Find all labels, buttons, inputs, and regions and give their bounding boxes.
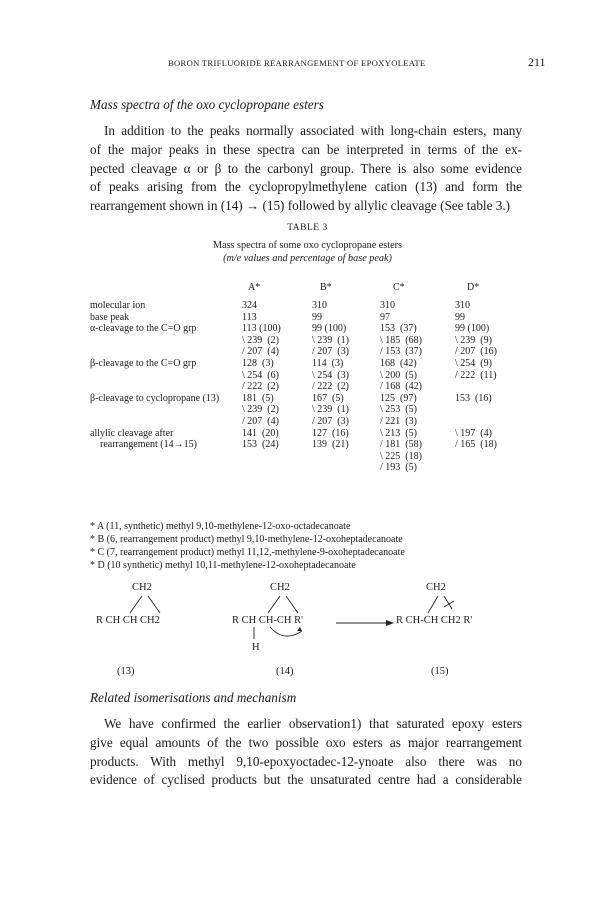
table-cell: 99 (100) bbox=[455, 323, 490, 335]
row-label: α-cleavage to the C=O grp bbox=[90, 323, 197, 335]
table-cell: \ 225 (18) bbox=[380, 450, 422, 462]
table-cell: 168 (42) bbox=[380, 358, 417, 369]
section-heading-isomerisations: Related isomerisations and mechanism bbox=[90, 690, 297, 705]
structure-13-ring-bonds bbox=[118, 595, 178, 617]
section-heading-mass-spectra: Mass spectra of the oxo cyclopropane esters bbox=[90, 97, 324, 112]
row-label: molecular ion bbox=[90, 300, 146, 311]
structure-13-chain: R CH CH CH2 bbox=[96, 615, 160, 626]
table-cell: 99 bbox=[312, 311, 322, 323]
table-label: TABLE 3 bbox=[287, 223, 328, 233]
table-cell: \ 200 (5) bbox=[380, 369, 417, 381]
row-label: rearrangement (14→15) bbox=[100, 439, 197, 451]
table-caption-line-1: Mass spectra of some oxo cyclopropane esters bbox=[213, 240, 402, 251]
table-cell: / 153 (37) bbox=[380, 346, 422, 358]
table-cell: / 207 (3) bbox=[312, 416, 349, 427]
paragraph-line: We have confirmed the earlier observation1) that saturated epoxy esters bbox=[104, 716, 522, 731]
paragraph-line: products. With methyl 9,10-epoxyoctadec-12-ynoate also there was no bbox=[90, 753, 522, 769]
page-number: 211 bbox=[528, 55, 546, 69]
table-cell: 310 bbox=[380, 300, 395, 311]
footnote-a: * A (11, synthetic) methyl 9,10-methylene-12-oxo-octadecanoate bbox=[90, 521, 351, 532]
structure-15-bonds bbox=[412, 595, 472, 617]
table-cell: 139 (21) bbox=[312, 439, 349, 451]
table-cell: 324 bbox=[242, 300, 257, 311]
table-cell: 181 (5) bbox=[242, 392, 274, 404]
table-cell: / 222 (2) bbox=[312, 381, 349, 393]
table-cell: \ 213 (5) bbox=[380, 427, 417, 439]
footnote-b: * B (6, rearrangement product) methyl 9,10-methylene-12-oxoheptadecanoate bbox=[90, 534, 403, 545]
table-cell: 125 (97) bbox=[380, 392, 417, 404]
structure-14-ch2: CH2 bbox=[270, 582, 290, 593]
column-header: A* bbox=[248, 282, 261, 293]
table-cell: / 193 (5) bbox=[380, 462, 417, 474]
table-cell: \ 239 (9) bbox=[455, 334, 492, 346]
table-cell: 153 (24) bbox=[242, 439, 279, 451]
table-caption-line-2: (m/e values and percentage of base peak) bbox=[223, 253, 392, 264]
column-header: D* bbox=[467, 282, 480, 293]
structure-15-label: (15) bbox=[431, 666, 449, 677]
table-cell: / 207 (4) bbox=[242, 416, 279, 427]
paragraph-line: In addition to the peaks normally associated with long-chain esters, many bbox=[104, 123, 522, 138]
table-cell: / 168 (42) bbox=[380, 381, 422, 393]
table-cell: \ 253 (5) bbox=[380, 404, 417, 416]
table-cell: 99 (100) bbox=[312, 323, 347, 335]
paragraph-mass-spectra bbox=[90, 122, 522, 216]
row-label: β-cleavage to cyclopropane (13) bbox=[90, 392, 220, 404]
paragraph-line: give equal amounts of the two possible oxo esters as major rearrangement bbox=[90, 734, 522, 750]
paragraph-line: evidence of cyclised products but the unsaturated centre had a considerable bbox=[90, 772, 522, 788]
table-cell: 113 bbox=[242, 311, 257, 323]
table-cell: 167 (5) bbox=[312, 392, 344, 404]
table-cell: 153 (37) bbox=[380, 323, 417, 335]
table-cell: \ 239 (1) bbox=[312, 404, 349, 416]
table-cell: \ 239 (2) bbox=[242, 334, 279, 346]
structure-14-hydrogen: H bbox=[252, 642, 260, 653]
footnote-c: * C (7, rearrangement product) methyl 11,12,-methylene-9-oxoheptadecanoate bbox=[90, 547, 405, 558]
table-cell: / 207 (4) bbox=[242, 346, 279, 358]
table-cell: 310 bbox=[312, 300, 327, 311]
table-cell: \ 185 (68) bbox=[380, 334, 422, 346]
paragraph-line: pected cleavage α or β to the carbonyl group. There is also some evidence bbox=[90, 160, 522, 176]
row-label: allylic cleavage after bbox=[90, 427, 174, 439]
paragraph-line: rearrangement shown in (14) → (15) followed by allylic cleavage (See table 3.) bbox=[90, 198, 511, 214]
structure-14-chain: R CH CH-CH R' bbox=[232, 615, 304, 626]
structure-13-ch2: CH2 bbox=[132, 582, 152, 593]
structure-13-label: (13) bbox=[117, 666, 135, 677]
paragraph-line: of peaks arising from the cyclopropylmethylene cation (13) and form the bbox=[90, 179, 522, 195]
table-cell: 153 (16) bbox=[455, 392, 492, 404]
column-header: C* bbox=[393, 282, 405, 293]
row-label: β-cleavage to the C=O grp bbox=[90, 358, 197, 369]
table-cell: 128 (3) bbox=[242, 358, 274, 369]
table-cell: / 207 (3) bbox=[312, 346, 349, 358]
table-cell: 113 (100) bbox=[242, 323, 281, 335]
table-cell: / 222 (2) bbox=[242, 381, 279, 393]
table-cell: \ 197 (4) bbox=[455, 427, 492, 439]
table-cell: \ 254 (9) bbox=[455, 358, 492, 369]
table-cell: \ 239 (1) bbox=[312, 334, 349, 346]
table-cell: \ 239 (2) bbox=[242, 404, 279, 416]
table-cell: 127 (16) bbox=[312, 427, 349, 439]
table-cell: 310 bbox=[455, 300, 470, 311]
table-cell: / 181 (58) bbox=[380, 439, 422, 451]
paragraph-line: of the major peaks in these spectra can be interpreted in terms of the ex- bbox=[90, 141, 522, 157]
table-cell: / 221 (3) bbox=[380, 416, 417, 427]
structure-14-label: (14) bbox=[276, 666, 294, 677]
row-label: base peak bbox=[90, 311, 130, 323]
table-cell: / 222 (11) bbox=[455, 369, 497, 381]
paragraph-isomerisations bbox=[90, 715, 522, 790]
column-header: B* bbox=[320, 282, 332, 293]
structure-15-chain: R CH-CH CH2 R' bbox=[396, 615, 473, 626]
footnote-d: * D (10 synthetic) methyl 10,11-methylene-12-oxoheptadecanoate bbox=[90, 560, 356, 571]
table-cell: / 207 (16) bbox=[455, 346, 497, 358]
table-cell: 97 bbox=[380, 311, 390, 323]
table-cell: / 165 (18) bbox=[455, 439, 497, 451]
table-cell: \ 254 (6) bbox=[242, 369, 279, 381]
structure-15-ch2: CH2 bbox=[426, 582, 446, 593]
table-cell: 141 (20) bbox=[242, 427, 279, 439]
table-cell: 114 (3) bbox=[312, 358, 344, 369]
running-header: BORON TRIFLUORIDE REARRANGEMENT OF EPOXYOLEATE bbox=[168, 58, 426, 68]
table-cell: \ 254 (3) bbox=[312, 369, 349, 381]
table-cell: 99 bbox=[455, 311, 465, 323]
reaction-arrow-icon bbox=[336, 618, 396, 628]
